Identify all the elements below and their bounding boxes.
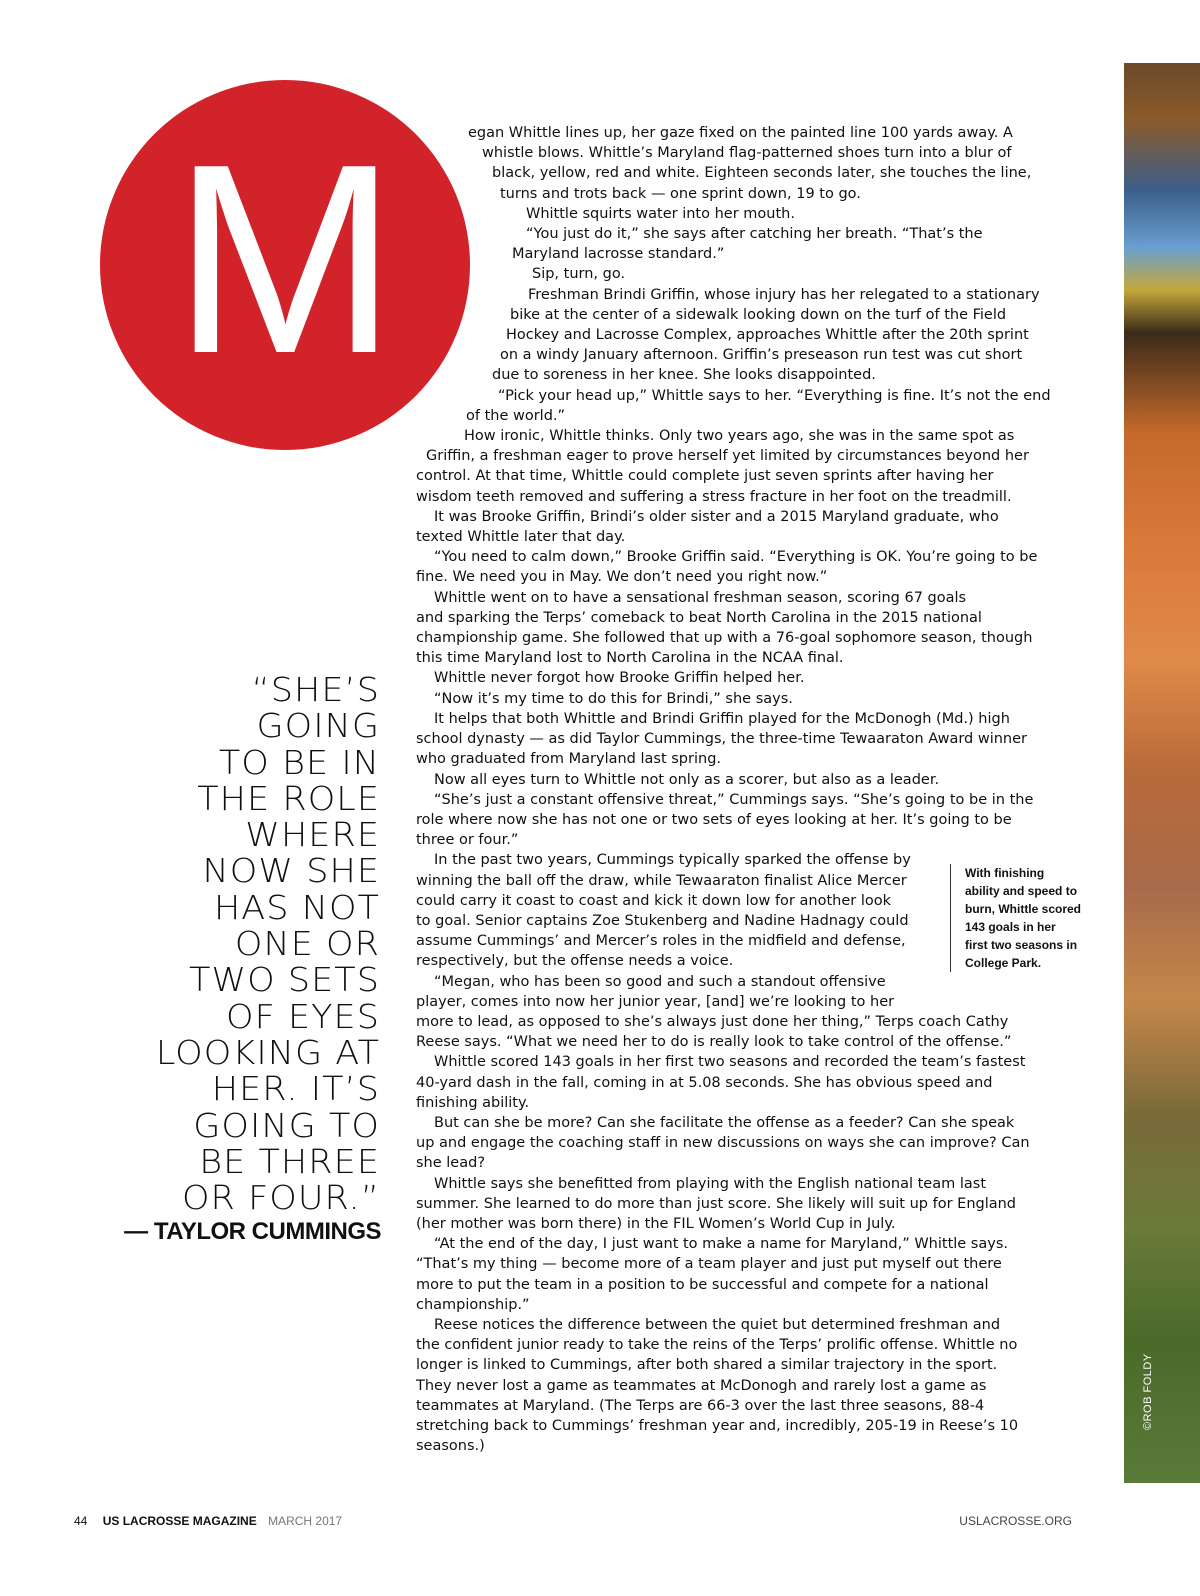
article-line: It was Brooke Griffin, Brindi’s older sister and a 2015 Maryland graduate, who xyxy=(434,508,999,525)
article-line: stretching back to Cummings’ freshman year and, incredibly, 205-19 in Reese’s 10 xyxy=(416,1418,1019,1434)
article-line: turns and trots back — one sprint down, 19 to go. xyxy=(500,185,861,202)
caption-line: 143 goals in her xyxy=(965,920,1056,934)
pull-quote-line: “SHE’S xyxy=(251,670,380,709)
article-line: control. At that time, Whittle could complete just seven sprints after having her xyxy=(416,468,994,485)
article-line: Reese says. “What we need her to do is really look to take control of the offense.” xyxy=(416,1034,1012,1051)
article-line: “That’s my thing — become more of a team player and just put myself out there xyxy=(416,1256,1002,1273)
caption-line: College Park. xyxy=(965,956,1042,970)
pull-quote-line: TWO SETS xyxy=(189,960,380,1000)
pull-quote-attribution: — TAYLOR CUMMINGS xyxy=(124,1218,381,1245)
article-line: “Pick your head up,” Whittle says to her. “Everything is fine. It’s not the end xyxy=(498,387,1051,404)
photo-credit: ©ROB FOLDY xyxy=(1142,1353,1154,1430)
article-line: more to put the team in a position to be successful and compete for a national xyxy=(416,1276,989,1293)
article-line: Whittle scored 143 goals in her first two seasons and recorded the team’s fastest xyxy=(434,1054,1026,1071)
article-line: player, comes into now her junior year, [and] we’re looking to her xyxy=(416,993,895,1010)
article-line: up and engage the coaching staff in new discussions on ways she can improve? Can xyxy=(416,1135,1030,1152)
article-line: Whittle squirts water into her mouth. xyxy=(526,205,795,222)
article-line: egan Whittle lines up, her gaze fixed on the painted line 100 yards away. A xyxy=(468,125,1013,141)
article-line: Freshman Brindi Griffin, whose injury has her relegated to a stationary xyxy=(528,286,1040,303)
article-line: finishing ability. xyxy=(416,1094,530,1111)
article-line: “You just do it,” she says after catching her breath. “That’s the xyxy=(526,226,983,243)
pull-quote-line: TO BE IN xyxy=(218,742,380,782)
article-line: Whittle went on to have a sensational freshman season, scoring 67 goals xyxy=(434,589,967,606)
side-photo xyxy=(1124,63,1200,1483)
article-line: But can she be more? Can she facilitate the offense as a feeder? Can she speak xyxy=(434,1114,1015,1131)
photo-caption xyxy=(950,864,1095,972)
article-line: “She’s just a constant offensive threat,” Cummings says. “She’s going to be in the xyxy=(434,791,1034,808)
pull-quote-line: GOING TO xyxy=(193,1105,380,1145)
article-line: role where now she has not one or two sets of eyes looking at her. It’s going to be xyxy=(416,811,1012,828)
article-line: (her mother was born there) in the FIL Women’s World Cup in July. xyxy=(416,1215,896,1232)
dropcap-letter: M xyxy=(172,109,398,410)
caption-line: With finishing xyxy=(965,866,1045,880)
article-line: on a windy January afternoon. Griffin’s preseason run test was cut short xyxy=(500,347,1023,364)
footer-website: USLACROSSE.ORG xyxy=(959,1514,1072,1528)
issue-date: MARCH 2017 xyxy=(268,1514,343,1528)
article-line: 40-yard dash in the fall, coming in at 5.08 seconds. She has obvious speed and xyxy=(416,1074,993,1091)
article-line: They never lost a game as teammates at McDonogh and rarely lost a game as xyxy=(416,1377,987,1394)
article-line: the confident junior ready to take the reins of the Terps’ prolific offense. Whittle no xyxy=(416,1337,1018,1354)
article-line: wisdom teeth removed and suffering a stress fracture in her foot on the treadmill. xyxy=(416,488,1012,505)
article-line: It helps that both Whittle and Brindi Griffin played for the McDonogh (Md.) high xyxy=(434,710,1010,727)
article-line: this time Maryland lost to North Carolina in the NCAA final. xyxy=(416,650,844,667)
pull-quote-line: BE THREE xyxy=(199,1141,380,1181)
article-line: could carry it coast to coast and kick it down low for another look xyxy=(416,892,891,909)
pull-quote-line: OR FOUR.” xyxy=(181,1178,380,1218)
article-line: summer. She learned to do more than just score. She likely will suit up for England xyxy=(416,1195,1017,1212)
article-line: whistle blows. Whittle’s Maryland flag-patterned shoes turn into a blur of xyxy=(482,145,1012,162)
article-line: Griffin, a freshman eager to prove herself yet limited by circumstances beyond her xyxy=(426,448,1029,465)
article-line: Whittle never forgot how Brooke Griffin helped her. xyxy=(434,670,805,687)
pull-quote-line: HER. IT’S xyxy=(211,1069,380,1109)
pull-quote-line: NOW SHE xyxy=(202,851,380,891)
article-line: assume Cummings’ and Mercer’s roles in the midfield and defense, xyxy=(416,933,906,950)
article-line: due to soreness in her knee. She looks disappointed. xyxy=(492,367,876,384)
article-line: “At the end of the day, I just want to make a name for Maryland,” Whittle says. xyxy=(434,1236,1008,1253)
article-line: more to lead, as opposed to she’s always just done her thing,” Terps coach Cathy xyxy=(416,1013,1009,1030)
article-line: longer is linked to Cummings, after both shared a similar trajectory in the sport. xyxy=(416,1357,998,1374)
article-line: bike at the center of a sidewalk looking down on the turf of the Field xyxy=(510,306,1007,323)
article-line: winning the ball off the draw, while Tewaaraton finalist Alice Mercer xyxy=(416,872,907,889)
article-body xyxy=(416,123,1076,1456)
article-line: Whittle says she benefitted from playing with the English national team last xyxy=(434,1175,986,1192)
magazine-name: US LACROSSE MAGAZINE xyxy=(102,1514,257,1528)
pull-quote xyxy=(83,672,380,1216)
pull-quote-line: OF EYES xyxy=(226,996,380,1036)
article-line: texted Whittle later that day. xyxy=(416,529,626,546)
pull-quote-line: ONE OR xyxy=(234,924,380,964)
article-line: to goal. Senior captains Zoe Stukenberg and Nadine Hadnagy could xyxy=(416,912,909,929)
article-line: Maryland lacrosse standard.” xyxy=(512,246,725,263)
article-line: “Now it’s my time to do this for Brindi,” she says. xyxy=(434,690,793,707)
article-line: seasons.) xyxy=(416,1438,485,1455)
article-line: “You need to calm down,” Brooke Griffin said. “Everything is OK. You’re going to be xyxy=(434,549,1038,566)
article-line: How ironic, Whittle thinks. Only two years ago, she was in the same spot as xyxy=(464,428,1015,445)
article-line: she lead? xyxy=(416,1155,486,1172)
page-number: 44 xyxy=(74,1514,88,1528)
article-line: Reese notices the difference between the quiet but determined freshman and xyxy=(434,1316,1001,1333)
article-line: teammates at Maryland. (The Terps are 66-3 over the last three seasons, 88-4 xyxy=(416,1397,985,1414)
pull-quote-line: WHERE xyxy=(245,815,380,855)
article-line: Hockey and Lacrosse Complex, approaches Whittle after the 20th sprint xyxy=(506,327,1029,344)
footer-left xyxy=(74,1514,342,1528)
article-line: black, yellow, red and white. Eighteen seconds later, she touches the line, xyxy=(492,165,1032,182)
article-line: “Megan, who has been so good and such a standout offensive xyxy=(434,973,886,990)
article-line: championship.” xyxy=(416,1296,530,1313)
caption-line: first two seasons in xyxy=(965,938,1078,952)
pull-quote-line: HAS NOT xyxy=(213,887,380,927)
article-line: three or four.” xyxy=(416,832,519,849)
article-line: who graduated from Maryland last spring. xyxy=(416,751,722,768)
caption-line: burn, Whittle scored xyxy=(965,902,1082,916)
article-line: Now all eyes turn to Whittle not only as a scorer, but also as a leader. xyxy=(434,771,940,788)
article-line: championship game. She followed that up with a 76-goal sophomore season, though xyxy=(416,630,1033,647)
article-line: school dynasty — as did Taylor Cummings, the three-time Tewaaraton Award winner xyxy=(416,731,1028,748)
article-line: In the past two years, Cummings typically sparked the offense by xyxy=(434,852,911,869)
caption-line: ability and speed to xyxy=(965,884,1078,898)
article-line: of the world.” xyxy=(466,407,566,424)
pull-quote-line: LOOKING AT xyxy=(155,1032,380,1072)
article-line: and sparking the Terps’ comeback to beat North Carolina in the 2015 national xyxy=(416,609,982,626)
pull-quote-line: THE ROLE xyxy=(197,778,380,818)
article-line: Sip, turn, go. xyxy=(532,266,626,283)
pull-quote-line: GOING xyxy=(256,706,380,746)
article-line: fine. We need you in May. We don’t need you right now.” xyxy=(416,569,828,586)
dropcap-circle xyxy=(100,80,470,450)
article-line: respectively, but the offense needs a voice. xyxy=(416,953,734,970)
